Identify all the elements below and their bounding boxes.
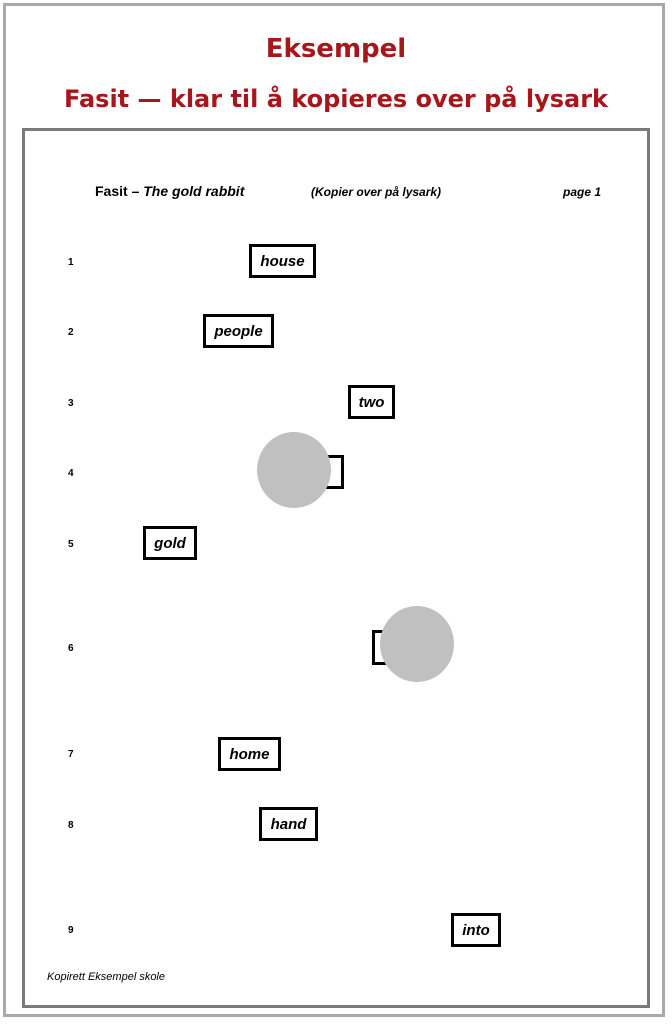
row-number-9: 9: [68, 925, 74, 936]
word-box-8: hand: [259, 807, 318, 841]
word-box-3: two: [348, 385, 395, 419]
row-number-7: 7: [68, 749, 74, 760]
row-number-1: 1: [68, 257, 74, 268]
document-title-prefix: Fasit –: [95, 183, 144, 199]
word-box-1: house: [249, 244, 316, 278]
page-number: page 1: [563, 185, 602, 199]
row-number-2: 2: [68, 327, 74, 338]
word-box-5: gold: [143, 526, 197, 560]
row-number-6: 6: [68, 643, 74, 654]
document-title: [95, 183, 244, 199]
word-box-7: home: [218, 737, 281, 771]
word-box-2: people: [203, 314, 274, 348]
word-box-9: into: [451, 913, 501, 947]
document-note: (Kopier over på lysark): [311, 185, 442, 199]
row-number-4: 4: [68, 468, 74, 479]
row-number-8: 8: [68, 820, 74, 831]
row-number-3: 3: [68, 398, 74, 409]
document-title-italic: The gold rabbit: [143, 183, 245, 199]
page-subheading: Fasit — klar til å kopieres over på lysark: [63, 85, 608, 113]
copyright-footer: Kopirett Eksempel skole: [47, 971, 165, 983]
redaction-circle-1: [257, 432, 331, 508]
redaction-circle-2: [380, 606, 454, 682]
row-number-5: 5: [68, 539, 74, 550]
page-heading: Eksempel: [265, 34, 407, 64]
document-sheet: [22, 128, 650, 1008]
